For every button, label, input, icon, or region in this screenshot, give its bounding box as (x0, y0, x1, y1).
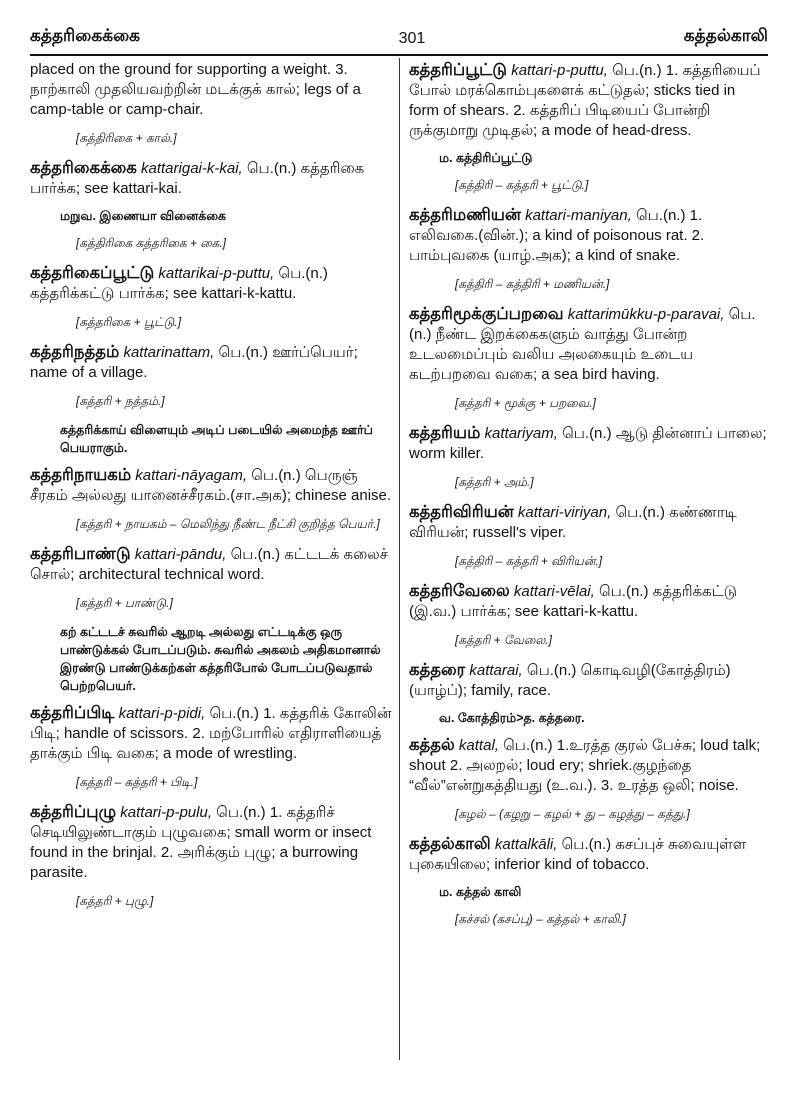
entry-etymology: [கத்திரி – கத்தரி + விரியன்.] (455, 554, 603, 568)
dictionary-entry (30, 544, 392, 695)
dictionary-entry (30, 342, 392, 457)
entry-headword: கத்தரை (409, 661, 466, 679)
entry-etymology: [கத்தரி + புழு.] (76, 894, 154, 908)
entry-definition: பெ.(n.) 1. எலிவகை.(வின்.); a kind of poisonous rat. 2. பாம்புவகை (யாழ்.அக); a kind of snake. (409, 207, 705, 264)
entry-text (409, 304, 769, 385)
entry-definition: பெ.(n.) பெருஞ் சீரகம் அல்லது யானைச்சீரகம்.(சா.அக); chinese anise. (30, 467, 392, 504)
entry-transliteration: kattari-viriyan, (517, 504, 612, 521)
entry-transliteration: kattarai, (469, 662, 523, 679)
entry-transliteration: kattari-maniyan, (525, 207, 632, 224)
entry-text (30, 158, 392, 199)
entry-text (409, 423, 769, 464)
dictionary-entry (30, 703, 392, 792)
entry-explanation: கற் கட்டடச் சுவரில் ஆறடி அல்லது எட்டடிக்கு ஒரு பாண்டுக்கல் போடப்படும். சுவரில் அகலம் அதிகமானால் இரண்டு பாண்டுக்கற்கள் கத்தரிபோல் போடப்படுவதால் பெற்றபெயர். (60, 625, 381, 693)
header-right-guideword: கத்தல்காலி (683, 26, 768, 45)
entry-transliteration: kattari-p-puttu, (511, 62, 608, 79)
entry-text (30, 802, 392, 883)
entry-definition: பெ.(n.) கட்டடக் கலைச் சொல்; architectural technical word. (30, 546, 389, 583)
entry-headword: கத்தரியம் (409, 424, 481, 442)
entry-etymology: [கத்தரி + நாயகம் – மெலிந்து நீண்ட நீட்சி குறித்த பெயர்.] (76, 517, 380, 531)
dictionary-entry (409, 423, 769, 492)
entry-definition: பெ.(n.) கசப்புச் சுவையுள்ள புகையிலை; inferior kind of tobacco. (409, 836, 747, 873)
entry-transliteration: kattarinattam, (123, 344, 215, 361)
dictionary-entry (30, 802, 392, 911)
entry-transliteration: kattarigai-k-kai, (141, 160, 243, 177)
entry-definition: placed on the ground for supporting a weight. 3. நாற்காலி முதலியவற்றின் மடக்குக் கால்; legs of a camp-table or camp-chair. (30, 61, 361, 118)
entry-transliteration: kattal, (458, 737, 499, 754)
entry-transliteration: kattari-vēlai, (513, 583, 595, 600)
entry-text (30, 465, 392, 506)
entry-definition: பெ.(n.) கத்தரிகை பார்க்க; see kattari-kai. (30, 160, 365, 197)
dictionary-entry (30, 158, 392, 253)
entry-headword: கத்தரிநத்தம் (30, 343, 120, 361)
entry-definition: பெ.(n.) 1.உரத்த குரல் பேச்சு; loud talk; shout 2. அலறல்; loud ery; shriek.குழந்தை “வீல்”என்றுகத்தியது (உ.வ.). 3. உரத்த ஒலி; noise. (409, 737, 761, 794)
entry-etymology: [கத்தரி + மூக்கு + பறவை.] (455, 396, 596, 410)
entry-etymology: [கத்திரிகை + கால்.] (76, 131, 177, 145)
dictionary-entry (409, 581, 769, 650)
entry-definition: பெ.(n.) ஊர்ப்பெயர்; name of a village. (30, 344, 358, 381)
entry-etymology: [கத்தரிகை + பூட்டு.] (76, 315, 182, 329)
entry-definition: பெ.(n.) கண்ணாடி விரியன்; russell's viper. (409, 504, 737, 541)
dictionary-entry (30, 60, 392, 148)
header-left-guideword: கத்தரிகைக்கை (30, 26, 141, 45)
entry-headword: கத்தல்காலி (409, 835, 491, 853)
entry-text (30, 703, 392, 764)
entry-transliteration: kattari-p-pidi, (118, 705, 206, 722)
entry-transliteration: kattalkāli, (494, 836, 558, 853)
entry-definition: பெ.(n.) ஆடு தின்னாப் பாலை; worm killer. (409, 425, 767, 462)
dictionary-entry (409, 304, 769, 413)
dictionary-entry (409, 735, 769, 824)
entry-note: ம. கத்தல் காலி (439, 885, 522, 899)
dictionary-entry (409, 205, 769, 294)
entry-etymology: [கத்திரி – கத்தரி + பூட்டு.] (455, 178, 589, 192)
entry-definition: பெ.(n.) கத்தரிக்கட்டு பார்க்க; see kattari-k-kattu. (30, 265, 328, 302)
page-header (30, 18, 768, 56)
entry-text (30, 263, 392, 304)
dictionary-entry (409, 502, 769, 571)
entry-etymology: [கத்திரிகை கத்தரிகை + கை.] (76, 236, 227, 250)
dictionary-entry (409, 834, 769, 929)
entry-headword: கத்தரிப்பூட்டு (409, 61, 508, 79)
entry-text (409, 502, 769, 543)
entry-definition: பெ.(n.) நீண்ட இறக்கைகளும் வாத்து போன்ற உடலமைப்பும் வலிய அலகையும் உடைய கடற்பறவை வகை; a sea bird having. (409, 306, 756, 383)
entry-transliteration: kattarikai-p-puttu, (158, 265, 275, 282)
entry-headword: கத்தரிகைப்பூட்டு (30, 264, 155, 282)
dictionary-entry (30, 465, 392, 534)
entry-definition: பெ.(n.) கத்தரிக்கட்டு (இ.வ.) பார்க்க; see kattari-k-kattu. (409, 583, 738, 620)
entry-headword: கத்தரிவிரியன் (409, 503, 514, 521)
dictionary-entry (409, 660, 769, 727)
entry-transliteration: kattari-p-pulu, (120, 804, 212, 821)
entry-etymology: [கத்தரி – கத்தரி + பிடி.] (76, 775, 198, 789)
entry-headword: கத்தரிமூக்குப்பறவை (409, 305, 564, 323)
right-column (409, 60, 769, 939)
entry-text (30, 342, 392, 383)
entry-headword: கத்தரிமணியன் (409, 206, 521, 224)
entry-transliteration: kattariyam, (484, 425, 558, 442)
entry-text (409, 60, 769, 141)
entry-text (30, 60, 392, 120)
entry-headword: கத்தரிவேலை (409, 582, 510, 600)
entry-note: வ. கோத்திரம்>த. கத்தரை. (439, 711, 585, 725)
dictionary-entry (409, 60, 769, 195)
entry-headword: கத்தரிப்புழு (30, 803, 117, 821)
entry-etymology: [கத்தரி + வேலை.] (455, 633, 552, 647)
entry-definition: பெ.(n.) 1. கத்தரியைப் போல் மரக்கொம்புகளைக் கட்டுதல்; sticks tied in form of shears. 2. கத்தரிப் பிடியைப் போன்றி ருக்குமாறு முடிதல்; a mode of head-dress. (409, 62, 761, 139)
entry-text (409, 581, 769, 622)
entry-etymology: [கத்தரி + பாண்டு.] (76, 596, 173, 610)
entry-definition: பெ.(n.) 1. கத்தரிச் செடியிலுண்டாகும் புழுவகை; small worm or insect found in the brinjal. 2. அரிக்கும் புழு; a burrowing parasite. (30, 804, 372, 881)
entry-transliteration: kattari-nāyagam, (135, 467, 248, 484)
entry-headword: கத்தரிநாயகம் (30, 466, 132, 484)
entry-headword: கத்தரிப்பிடி (30, 704, 115, 722)
page-number: 301 (398, 30, 426, 47)
left-column (30, 60, 392, 921)
entry-text (409, 205, 769, 266)
entry-note: மறுவ. இணையா வினைக்கை (60, 209, 227, 223)
entry-etymology: [கத்தரி + நத்தம்.] (76, 394, 165, 408)
entry-headword: கத்தரிகைக்கை (30, 159, 137, 177)
entry-headword: கத்தரிபாண்டு (30, 545, 131, 563)
entry-text (409, 660, 769, 701)
entry-etymology: [கச்சல் (கசப்பு) – கத்தல் + காலி.] (455, 912, 626, 926)
entry-explanation: கத்தரிக்காய் விளையும் அடிப் படையில் அமைந்த ஊர்ப் பெயராகும். (60, 423, 373, 455)
entry-definition: பெ.(n.) 1. கத்தரிக் கோலின் பிடி; handle of scissors. 2. மற்போரில் எதிராளியைத் தாக்கும் பிடி வகை; a mode of wrestling. (30, 705, 392, 762)
entry-transliteration: kattarimūkku-p-paravai, (567, 306, 725, 323)
entry-note: ம. கத்திரிப்பூட்டு (439, 151, 533, 165)
entry-definition: பெ.(n.) கொடிவழி(கோத்திரம்) (யாழ்ப்); family, race. (409, 662, 731, 699)
entry-etymology: [கழல் – (கழறு – கழல் + து – கழத்து – கத்து.] (455, 807, 690, 821)
entry-headword: கத்தல் (409, 736, 455, 754)
entry-text (409, 735, 769, 796)
entry-etymology: [கத்தரி + அம்.] (455, 475, 534, 489)
column-divider (399, 58, 400, 1060)
entry-text (409, 834, 769, 875)
entry-transliteration: kattari-pāndu, (134, 546, 227, 563)
dictionary-entry (30, 263, 392, 332)
entry-text (30, 544, 392, 585)
entry-etymology: [கத்திரி – கத்திரி + மணியன்.] (455, 277, 610, 291)
